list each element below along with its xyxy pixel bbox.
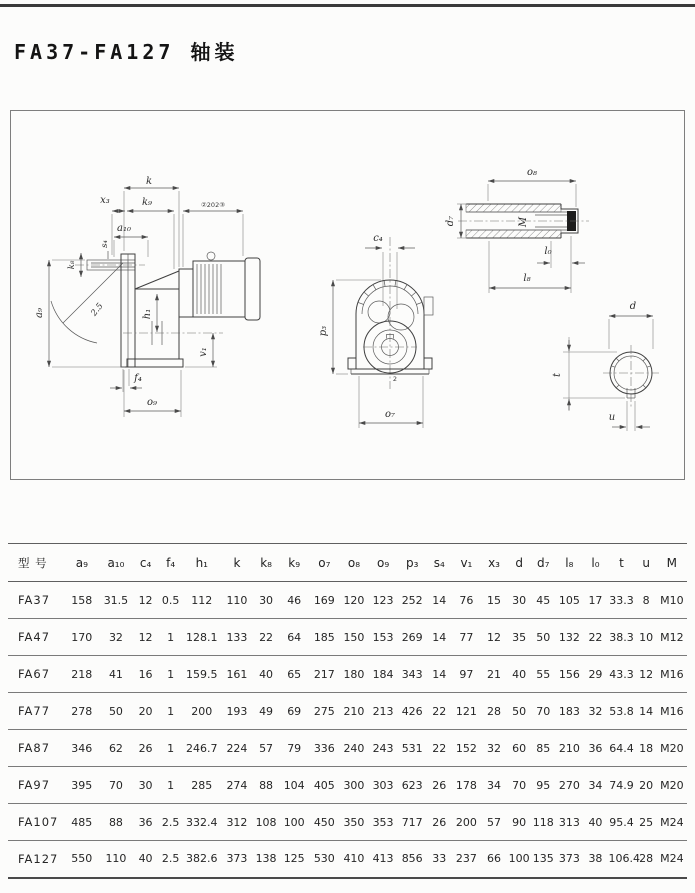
dim-label-k9: k₉ (141, 197, 153, 208)
dimension-cell: 108 (255, 815, 277, 829)
dim-label-k8: k₈ (67, 260, 77, 270)
dimension-cell: 34 (487, 778, 502, 792)
dimension-cell: 22 (259, 630, 274, 644)
dim-label-h1: h₁ (142, 308, 153, 320)
dimension-cell: 252 (401, 593, 423, 607)
dimension-cell: 112 (191, 593, 213, 607)
bore-section-drawing (552, 301, 659, 431)
dimension-cell: 246.7 (186, 741, 218, 755)
dimension-cell: 200 (191, 704, 213, 718)
dimension-cell: 353 (372, 815, 394, 829)
dimension-cell: 183 (558, 704, 580, 718)
dimension-cell: 274 (226, 778, 248, 792)
dimension-cell: 156 (558, 667, 580, 681)
model-cell: FA87 (18, 741, 51, 755)
dimension-cell: 22 (432, 741, 447, 755)
column-header: a₁₀ (107, 555, 125, 570)
dimension-cell: 161 (226, 667, 248, 681)
dim-label-s4: s₄ (100, 240, 110, 248)
dimension-cell: 55 (536, 667, 551, 681)
dim-label-two: 2 (392, 375, 398, 383)
column-header: v₁ (460, 555, 473, 570)
dimension-cell: 30 (512, 593, 527, 607)
dim-label-k: k (145, 176, 153, 187)
dimension-cell: 270 (558, 778, 580, 792)
column-header: h₁ (195, 555, 208, 570)
column-header-model: 型 号 (18, 555, 48, 570)
dim-label-x3: x₃ (100, 195, 110, 206)
dimension-cell: 49 (259, 704, 274, 718)
page-title: FA37-FA127 轴装 (14, 40, 239, 64)
dimension-cell: 382.6 (186, 852, 218, 866)
dimension-cell: 346 (71, 741, 93, 755)
dimension-cell: 95 (536, 778, 551, 792)
dimension-cell: 50 (108, 704, 123, 718)
dimension-cell: 30 (259, 593, 274, 607)
dimension-cell: 31.5 (103, 593, 129, 607)
dimension-cell: 38.3 (609, 630, 634, 644)
dimension-cell: 12 (138, 593, 153, 607)
dimension-cell: 373 (226, 852, 248, 866)
dimension-cell: 343 (401, 667, 423, 681)
dimension-cell: 36 (138, 815, 153, 829)
dimension-cell: 88 (259, 778, 274, 792)
dimension-cell: 313 (558, 815, 580, 829)
dimension-cell: 550 (71, 852, 93, 866)
dimension-cell: 110 (226, 593, 248, 607)
dimension-cell: 25 (639, 815, 654, 829)
column-header: k (233, 555, 241, 570)
dimension-cell: 159.5 (186, 667, 218, 681)
dimension-cell: M20 (660, 741, 684, 755)
table-row (8, 841, 687, 878)
dimension-cell: 26 (432, 815, 447, 829)
dimension-cell: 74.9 (609, 778, 634, 792)
dimension-cell: 158 (71, 593, 93, 607)
column-header: s₄ (433, 555, 445, 570)
dimension-cell: 85 (536, 741, 551, 755)
column-header: t (619, 555, 624, 570)
dim-label-o7: o₇ (384, 409, 396, 420)
column-header: l₀ (591, 555, 600, 570)
dimension-cell: 50 (512, 704, 527, 718)
dimension-cell: 138 (255, 852, 277, 866)
dim-label-t: t (552, 372, 563, 378)
dimension-cell: 29 (588, 667, 603, 681)
dimension-cell: 28 (639, 852, 654, 866)
dimension-cell: 46 (287, 593, 302, 607)
dimension-cell: 395 (71, 778, 93, 792)
model-cell: FA107 (18, 815, 59, 829)
dimension-cell: 38 (588, 852, 603, 866)
table-row (8, 767, 687, 804)
dimension-cell: 135 (532, 852, 554, 866)
column-header: M (666, 555, 678, 570)
dim-label-l8: l₈ (523, 273, 531, 284)
dimension-cell: 152 (455, 741, 477, 755)
table-body (8, 582, 687, 878)
dimension-cell: 530 (313, 852, 335, 866)
dimension-cell: 14 (432, 667, 447, 681)
dimension-cell: 41 (108, 667, 123, 681)
dimension-cell: 88 (108, 815, 123, 829)
dimension-cell: 303 (372, 778, 394, 792)
header-row (8, 544, 687, 582)
column-header: f₄ (166, 555, 176, 570)
dimension-cell: 14 (639, 704, 654, 718)
dimension-cell: 450 (313, 815, 335, 829)
dimension-cell: 178 (455, 778, 477, 792)
dimension-cell: 405 (313, 778, 335, 792)
dimension-cell: M12 (660, 630, 684, 644)
dimension-cell: 30 (138, 778, 153, 792)
dimension-cell: 14 (432, 630, 447, 644)
column-header: c₄ (139, 555, 152, 570)
dimension-cell: 336 (313, 741, 335, 755)
dimension-cell: M10 (660, 593, 684, 607)
dimension-cell: 12 (639, 667, 654, 681)
column-header: k₈ (260, 555, 272, 570)
dimension-cell: 185 (313, 630, 335, 644)
dim-label-v1: v₁ (198, 347, 209, 357)
dimension-cell: 64 (287, 630, 302, 644)
dimension-cell: 79 (287, 741, 302, 755)
dimension-cell: 33 (432, 852, 447, 866)
dimension-cell: 36 (588, 741, 603, 755)
dimension-cell: M16 (660, 667, 684, 681)
dimension-cell: 26 (138, 741, 153, 755)
dimension-cell: 150 (343, 630, 365, 644)
dimension-cell: 22 (588, 630, 603, 644)
column-header: d (515, 555, 523, 570)
dimension-cell: 1 (167, 704, 175, 718)
dimension-cell: 15 (487, 593, 502, 607)
dimension-cell: 269 (401, 630, 423, 644)
dimension-cell: 121 (455, 704, 477, 718)
dimension-cell: 332.4 (186, 815, 218, 829)
dimension-cell: 18 (639, 741, 654, 755)
table-row (8, 730, 687, 767)
dimension-cell: 40 (138, 852, 153, 866)
dimension-cell: 10 (639, 630, 654, 644)
dimension-cell: 76 (459, 593, 474, 607)
table-row (8, 804, 687, 841)
dimension-cell: 717 (401, 815, 423, 829)
table-row (8, 656, 687, 693)
dimension-cell: 243 (372, 741, 394, 755)
table-row (8, 582, 687, 619)
dimension-cell: 28 (487, 704, 502, 718)
model-cell: FA127 (18, 851, 59, 866)
dimension-cell: 104 (283, 778, 305, 792)
dim-label-u: u (608, 412, 616, 423)
dimension-cell: 180 (343, 667, 365, 681)
dimension-cell: 14 (432, 593, 447, 607)
dimension-cell: 57 (259, 741, 274, 755)
dim-label-o9: o₉ (146, 397, 158, 408)
column-header: o₈ (347, 555, 361, 570)
dimension-table (8, 543, 687, 879)
dimension-cell: 153 (372, 630, 394, 644)
dimension-cell: 70 (536, 704, 551, 718)
dimension-cell: 64.4 (609, 741, 634, 755)
dim-label-d7: d₇ (445, 215, 456, 227)
dimension-cell: 43.3 (609, 667, 634, 681)
dimension-cell: M24 (660, 852, 684, 866)
dimension-cell: 485 (71, 815, 93, 829)
column-header: o₉ (376, 555, 390, 570)
column-header: a₉ (75, 555, 88, 570)
table-row (8, 619, 687, 656)
dimension-cell: 70 (512, 778, 527, 792)
dim-label-l0: l₀ (544, 246, 552, 257)
dimension-cell: 237 (455, 852, 477, 866)
dimension-cell: 413 (372, 852, 394, 866)
dimension-cell: 224 (226, 741, 248, 755)
dimension-cell: 210 (558, 741, 580, 755)
dimension-cell: 0.5 (161, 593, 180, 607)
column-header: l₈ (565, 555, 574, 570)
front-view-drawing (318, 233, 433, 428)
dimension-cell: 125 (283, 852, 305, 866)
dimension-cell: 1 (167, 667, 175, 681)
model-cell: FA47 (18, 630, 51, 644)
dimension-cell: 128.1 (186, 630, 218, 644)
shaft-section-drawing (445, 167, 589, 293)
dimension-cell: 20 (138, 704, 153, 718)
dimension-cell: 312 (226, 815, 248, 829)
dim-label-o8: o₈ (526, 167, 538, 178)
dim-label-c4: c₄ (373, 233, 383, 244)
dimension-cell: 16 (138, 667, 153, 681)
dim-label-a9: a₉ (34, 308, 45, 318)
dimension-cell: 20 (639, 778, 654, 792)
dimension-cell: 69 (287, 704, 302, 718)
dimension-cell: 300 (343, 778, 365, 792)
column-header: o₇ (318, 555, 331, 570)
dimension-cell: 350 (343, 815, 365, 829)
dimension-cell: 12 (487, 630, 502, 644)
model-cell: FA77 (18, 704, 51, 718)
dimension-cell: 95.4 (609, 815, 634, 829)
dimension-cell: 17 (588, 593, 603, 607)
dimension-cell: 218 (71, 667, 93, 681)
dimension-cell: 217 (313, 667, 335, 681)
dimension-cell: 33.3 (609, 593, 634, 607)
column-header: k₉ (288, 555, 301, 570)
dimension-cell: 70 (108, 778, 123, 792)
model-cell: FA37 (18, 593, 51, 607)
dimension-cell: 623 (401, 778, 423, 792)
column-header: x₃ (488, 555, 500, 570)
dimension-cell: 856 (401, 852, 423, 866)
model-cell: FA67 (18, 667, 51, 681)
dimension-cell: 35 (512, 630, 527, 644)
dimension-cell: 100 (283, 815, 305, 829)
dimension-cell: 40 (512, 667, 527, 681)
dimension-cell: 32 (487, 741, 502, 755)
dim-label-angle: 2.5 (89, 301, 106, 319)
dim-label-a10: a₁₀ (117, 223, 131, 234)
dimension-cell: 45 (536, 593, 551, 607)
dimension-cell: 278 (71, 704, 93, 718)
dimension-cell: 105 (558, 593, 580, 607)
dimension-cell: 12 (138, 630, 153, 644)
dimension-cell: 77 (459, 630, 474, 644)
column-header: d₇ (537, 555, 550, 570)
dimension-cell: 373 (558, 852, 580, 866)
drawing-svg (11, 111, 684, 479)
dim-label-p3: p₃ (318, 325, 329, 337)
table-row (8, 693, 687, 730)
dimension-cell: 60 (512, 741, 527, 755)
dimension-cell: M20 (660, 778, 684, 792)
dimension-cell: 22 (432, 704, 447, 718)
dimension-cell: 285 (191, 778, 213, 792)
dimension-cell: 531 (401, 741, 423, 755)
technical-drawing (10, 110, 685, 480)
dimension-cell: 34 (588, 778, 603, 792)
dimension-cell: 1 (167, 778, 175, 792)
dim-label-d: d (629, 301, 637, 312)
dimension-cell: 133 (226, 630, 248, 644)
top-rule (0, 4, 695, 7)
dimension-cell: 32 (588, 704, 603, 718)
dimension-cell: 66 (487, 852, 502, 866)
dimension-cell: 26 (432, 778, 447, 792)
dimension-cell: 118 (532, 815, 554, 829)
dim-label-note: ②202③ (200, 201, 226, 209)
side-view-drawing (34, 176, 260, 417)
column-header: p₃ (405, 555, 419, 570)
dimension-cell: 120 (343, 593, 365, 607)
dimension-cell: 62 (108, 741, 123, 755)
dimension-cell: 410 (343, 852, 365, 866)
dim-label-f4: f₄ (134, 373, 142, 384)
dimension-cell: 2.5 (161, 815, 180, 829)
dimension-cell: 200 (455, 815, 477, 829)
dimension-cell: 132 (558, 630, 580, 644)
dimension-cell: 97 (459, 667, 474, 681)
dimension-cell: 426 (401, 704, 423, 718)
dimension-cell: 1 (167, 630, 175, 644)
dimension-cell: 50 (536, 630, 551, 644)
dimension-cell: 193 (226, 704, 248, 718)
dimension-cell: 213 (372, 704, 394, 718)
dimension-cell: 275 (313, 704, 335, 718)
dimension-cell: 106.4 (608, 852, 640, 866)
dimension-cell: 40 (259, 667, 274, 681)
dimension-cell: 110 (105, 852, 127, 866)
dimension-cell: 170 (71, 630, 93, 644)
dimension-cell: 123 (372, 593, 394, 607)
dimension-cell: 2.5 (161, 852, 180, 866)
model-cell: FA97 (18, 778, 51, 792)
dimension-cell: 184 (372, 667, 394, 681)
dimension-cell: 90 (512, 815, 527, 829)
dimension-cell: 169 (313, 593, 335, 607)
dimension-cell: 65 (287, 667, 302, 681)
dimension-cell: M24 (660, 815, 684, 829)
dimension-cell: 57 (487, 815, 502, 829)
dimension-cell: M16 (660, 704, 684, 718)
dimension-cell: 240 (343, 741, 365, 755)
dimension-cell: 40 (588, 815, 603, 829)
dimension-cell: 8 (642, 593, 650, 607)
dimension-cell: 1 (167, 741, 175, 755)
dimension-cell: 100 (508, 852, 530, 866)
dimension-cell: 32 (108, 630, 123, 644)
dimension-cell: 53.8 (609, 704, 634, 718)
dimension-cell: 210 (343, 704, 365, 718)
column-header: u (642, 555, 650, 570)
dimension-cell: 21 (487, 667, 502, 681)
dim-label-m: M (518, 216, 529, 228)
